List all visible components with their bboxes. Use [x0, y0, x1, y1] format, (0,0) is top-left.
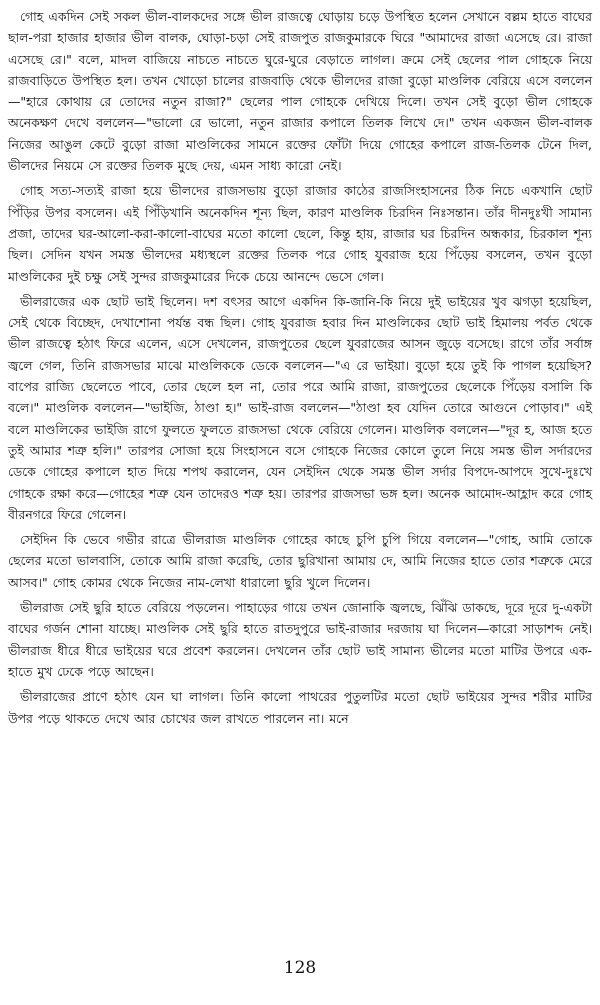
paragraph-6: ভীলরাজের প্রাণে হঠাৎ যেন ঘা লাগল। তিনি কালো পাথরের পুতুলটির মতো ছোট ভাইয়ের সুন্দর শরীর মাটির উপর পড়ে থাকতে দেখে আর চোখের জল রাখতে পারলেন না। মনে — [8, 689, 592, 726]
paragraph-3: ভীলরাজের এক ছোট ভাই ছিলেন। দশ বৎসর আগে একদিন কি-জানি-কি নিয়ে দুই ভাইয়ের খুব ঝগড়া হয়েছিল, সেই থেকে বিচ্ছেদ, দেখাশোনা পর্যন্ত বন্ধ ছিল। গোহ যুবরাজ হবার দিন মাণ্ডলিকের ছোট ভাই হিমালয় পর্বত থেকে ভীল রাজত্বে হঠাৎ ফিরে এলেন, এসে দেখলেন, রাজপুতের ছেলে যুবরাজের আসন জুড়ে বসেছে। রাগে তাঁর সর্বাঙ্গ জ্বলে গেল, তিনি রাজসভার মাঝে মাণ্ডলিককে ডেকে বললেন—"এ রে ভাইয়া। বুড়ো হয়ে তুই কি পাগল হয়েছিস? বাপের রাজ্যি ছেলেতে পাবে, তোর ছেলে হল না, তোর পরে আমি রাজা, রাজপুতের ছেলেকে পিঁড়েয় বসালি কি বলে।" মাণ্ডলিক বললেন—"ভাইজি, ঠাণ্ডা হ।" ভাই-রাজ বললেন—"ঠাণ্ডা হব যেদিন তোরে আগুনে পোড়াব।" এই বলে মাণ্ডলিকের ভাইজি রাগে ফুলতে ফুলতে রাজসভা থেকে বেরিয়ে গেলেন। মাণ্ডলিক বললেন—"দূর হ, আজ হতে তুই আমার শত্রু হলি।" তারপর সোজা হয়ে সিংহাসনে বসে গোহকে নিজের কোলে তুলে নিয়ে সমস্ত ভীল সর্দারদের ডেকে গোহের কপালে হাত দিয়ে শপথ করালেন, যেন সেইদিন থেকে সমস্ত ভীল সর্দার বিপদে-আপদে সুখে-দুঃখে গোহকে রক্ষা করে—গোহের শত্রু যেন তাদেরও শত্রু হয়। তারপর রাজসভা ভঙ্গ হল। অনেক আমোদ-আহ্লাদ করে গোহ বীরনগরে ফিরে গেলেন। — [8, 293, 592, 522]
paragraph-2: গোহ সত্য-সত্যই রাজা হয়ে ভীলদের রাজসভায় বুড়ো রাজার কাঠের রাজসিংহাসনের ঠিক নিচে একখানি ছোট পিঁড়ির উপর বসলেন। এই পিঁড়িখানি অনেকদিন শূন্য ছিল, কারণ মাণ্ডলিক চিরদিন নিঃসন্তান। তাঁর দীনদুঃখী সামান্য প্রজা, তাদের ঘর-আলো-করা-কালো-বাঘের মতো কালো ছেলে, কিন্তু হায়, রাজার ঘর চিরদিন অন্ধকার, চিরকাল শূন্য ছিল। সেদিন যখন সমস্ত ভীলদের মধ্যস্থলে রক্তের তিলক পরে গোহ যুবরাজ হয়ে পিঁড়েয় বসলেন, তখন বুড়ো মাণ্ডলিকের দুই চক্ষু সেই সুন্দর রাজকুমারের দিকে চেয়ে আনন্দে ভেসে গেল। — [8, 183, 592, 284]
paragraph-4: সেইদিন কি ভেবে গভীর রাত্রে ভীলরাজ মাণ্ডলিক গোহের কাছে চুপি চুপি গিয়ে বললেন—"গোহ, আমি তোকে ছেলের মতো ভালবাসি, তোকে আমি রাজা করেছি, তোর ছুরিখানা আমায় দে, আমি নিজের হাতে তোর শত্রুকে মেরে আসব।" গোহ কোমর থেকে নিজের নাম-লেখা ধারালো ছুরি খুলে দিলেন। — [8, 532, 592, 590]
page-number: 128 — [283, 958, 317, 978]
paragraph-5: ভীলরাজ সেই ছুরি হাতে বেরিয়ে পড়লেন। পাহাড়ের গায়ে তখন জোনাকি জ্বলছে, ঝিঁঝি ডাকছে, দূরে দূরে দু-একটা বাঘের গর্জন শোনা যাচ্ছে। মাণ্ডলিক সেই ছুরি হাতে রাতদুপুরে ভাই-রাজার দরজায় ঘা দিলেন—কারো সাড়াশব্দ নেই। ভীলরাজ ধীরে ধীরে ভাইয়ের ঘরে প্রবেশ করলেন। দেখলেন তাঁর ছোট ভাই সামান্য ভীলের মতো মাটির উপরে এক-হাতে মুখ ঢেকে পড়ে আছেন। — [8, 600, 592, 679]
paragraph-1: গোহ একদিন সেই সকল ভীল-বালকদের সঙ্গে ভীল রাজত্বে ঘোড়ায় চড়ে উপস্থিত হলেন সেখানে বল্লম হাতে বাঘের ছাল-পরা হাজার হাজার ভীল বালক, ঘোড়া-চড়া সেই রাজপুত রাজকুমারকে ঘিরে "আমাদের রাজা এসেছে রে। রাজা এসেছে রে।" বলে, মাদল বাজিয়ে নাচতে নাচতে ঘুরে-ঘুরে বেড়াতে লাগল। ক্রমে সেই ছেলের পাল গোহকে নিয়ে রাজবাড়িতে উপস্থিত হল। তখন খোড়ো চালের রাজবাড়ি থেকে ভীলদের রাজা বুড়ো মাণ্ডলিক বেরিয়ে এসে বললেন—"হারে কোথায় রে তোদের নতুন রাজা?" ছেলের পাল গোহকে দেখিয়ে দিলে। তখন সেই বুড়ো ভীল গোহকে অনেকক্ষণ দেখে বললেন—"ভালো রে ভালো, নতুন রাজার কপালে তিলক লিখে দে।" তখন একজন ভীল-বালক নিজের আঙুল কেটে বুড়ো রাজা মাণ্ডলিকের সামনে রক্তের ফোঁটা দিয়ে গোহের কপালে রাজ-তিলক টেনে দিল, ভীলদের নিয়মে সে রক্তের তিলক মুছে দেয়, এমন সাধ্য কারো নেই। — [8, 9, 592, 174]
